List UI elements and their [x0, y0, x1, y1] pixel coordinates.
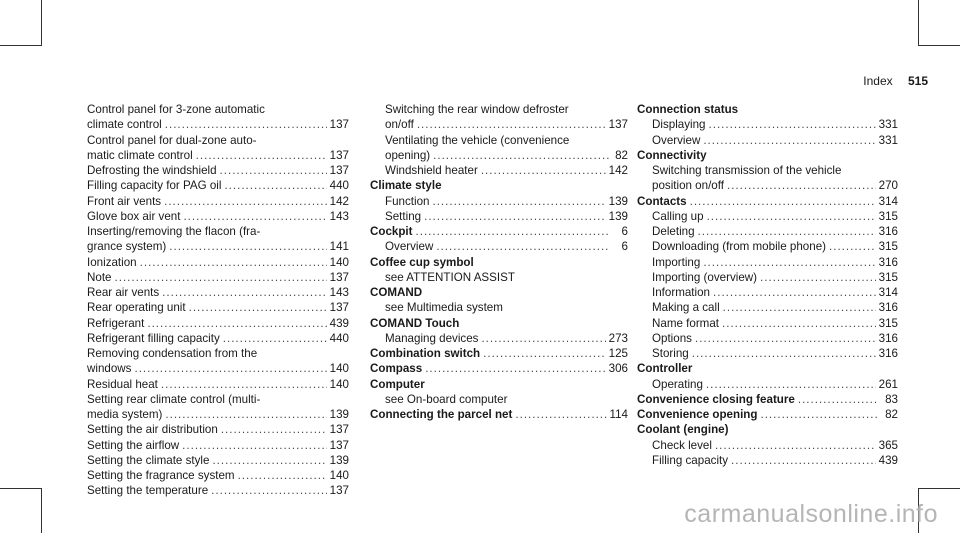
- index-entry: [87, 407, 349, 422]
- page-ref: 125: [608, 347, 628, 360]
- page-ref: 137: [329, 270, 349, 284]
- entry-text: Refrigerant: [87, 316, 145, 330]
- dot-leader: [690, 194, 876, 209]
- dot-leader: [182, 438, 327, 453]
- entry-text: matic climate control: [87, 148, 193, 162]
- dot-leader: [196, 148, 327, 163]
- dot-leader: [140, 255, 327, 270]
- entry-text: Front air vents: [87, 194, 162, 208]
- index-entry: [87, 453, 349, 468]
- page-ref: 143: [329, 286, 349, 299]
- dot-leader: [515, 407, 606, 422]
- page-ref: 139: [608, 209, 628, 223]
- entry-text: COMAND: [370, 286, 423, 299]
- dot-leader: [223, 331, 327, 346]
- entry-text: Cockpit: [370, 225, 413, 238]
- dot-leader: [722, 316, 876, 331]
- page-ref: 137: [329, 164, 349, 177]
- page-ref: 139: [608, 194, 628, 208]
- index-entry: [637, 331, 898, 346]
- page-ref: 137: [329, 423, 349, 437]
- page-ref: 143: [329, 209, 349, 223]
- entry-text: Rear operating unit: [87, 301, 186, 315]
- dot-leader: [731, 453, 876, 468]
- index-heading: [370, 407, 628, 422]
- dot-leader: [709, 117, 876, 132]
- dot-leader: [224, 178, 326, 193]
- page-ref: 440: [329, 179, 349, 193]
- page-ref: 114: [609, 408, 628, 421]
- index-entry: [87, 422, 349, 437]
- dot-leader: [416, 224, 609, 239]
- entry-text: Rear air vents: [87, 286, 160, 299]
- index-entry: [370, 117, 628, 132]
- index-entry: [637, 285, 898, 300]
- page-ref: 6: [621, 225, 628, 238]
- page-ref: 137: [329, 148, 349, 162]
- page-ref: 316: [878, 301, 898, 315]
- dot-leader: [698, 224, 876, 239]
- entry-text: opening): [385, 148, 431, 162]
- entry-text: Glove box air vent: [87, 209, 181, 223]
- entry-text: COMAND Touch: [370, 316, 460, 330]
- index-entry: [637, 453, 898, 468]
- entry-text: Options: [652, 331, 692, 345]
- dot-leader: [432, 194, 605, 209]
- page-ref: 315: [878, 316, 898, 330]
- index-entry: [87, 194, 349, 209]
- index-heading: [370, 255, 628, 270]
- index-entry: [87, 377, 349, 392]
- entry-text: Climate style: [370, 179, 442, 193]
- dot-leader: [692, 346, 876, 361]
- index-entry: [370, 163, 628, 178]
- entry-text: Residual heat: [87, 377, 158, 391]
- entry-text: Downloading (from mobile phone): [652, 240, 826, 254]
- index-entry: [637, 178, 898, 193]
- index-heading: [637, 148, 898, 163]
- entry-text: Setting the temperature: [87, 484, 209, 498]
- page-ref: 331: [878, 133, 898, 147]
- crop-mark: [41, 488, 42, 533]
- index-entry: [370, 148, 628, 163]
- page-ref: 137: [608, 118, 628, 132]
- dot-leader: [706, 377, 876, 392]
- index-heading: [637, 422, 898, 437]
- entry-text: Coolant (engine): [637, 423, 729, 437]
- entry-text: Removing condensation from the: [87, 347, 258, 360]
- index-entry: [87, 224, 349, 239]
- index-entry: [637, 438, 898, 453]
- index-entry: [370, 392, 628, 407]
- entry-text: Note: [87, 270, 112, 284]
- entry-text: Setting the fragrance system: [87, 469, 235, 482]
- index-entry: [87, 117, 349, 132]
- entry-text: Information: [652, 286, 710, 299]
- page-ref: 316: [878, 255, 898, 269]
- page-ref: 270: [878, 179, 898, 193]
- page-ref: 82: [885, 408, 898, 421]
- page-ref: 140: [329, 469, 349, 482]
- index-heading: [637, 392, 898, 407]
- entry-text: Ionization: [87, 255, 137, 269]
- index-column-2: [370, 102, 628, 422]
- entry-text: climate control: [87, 118, 162, 132]
- entry-text: Storing: [652, 347, 689, 360]
- page-ref: 316: [878, 347, 898, 360]
- dot-leader: [713, 285, 876, 300]
- index-heading: [637, 194, 898, 209]
- page-ref: 316: [878, 225, 898, 238]
- index-entry: [370, 133, 628, 148]
- page-ref: 261: [878, 377, 898, 391]
- index-entry: [637, 300, 898, 315]
- page-ref: 137: [329, 484, 349, 498]
- index-entry: [637, 224, 898, 239]
- index-entry: [637, 163, 898, 178]
- entry-text: Setting: [385, 209, 422, 223]
- page-ref: 140: [329, 362, 349, 376]
- index-entry: [87, 316, 349, 331]
- index-entry: [370, 209, 628, 224]
- entry-text: Name format: [652, 316, 720, 330]
- dot-leader: [417, 117, 606, 132]
- page-ref: 273: [608, 331, 628, 345]
- index-entry: [637, 209, 898, 224]
- entry-text: Switching transmission of the vehicle: [652, 164, 842, 177]
- page-ref: 137: [329, 118, 349, 132]
- page-ref: 439: [329, 316, 349, 330]
- page-ref: 331: [878, 118, 898, 132]
- index-entry: [370, 300, 628, 315]
- crop-mark: [0, 488, 41, 489]
- entry-text: Setting rear climate control (multi-: [87, 392, 261, 406]
- index-heading: [637, 102, 898, 117]
- entry-text: Switching the rear window defroster: [385, 103, 569, 116]
- entry-text: Compass: [370, 362, 423, 376]
- index-entry: [87, 102, 349, 117]
- index-heading: [370, 361, 628, 376]
- entry-text: Connecting the parcel net: [370, 408, 513, 421]
- page-ref: 315: [878, 240, 898, 254]
- watermark-text: carmanualsonline.info: [684, 500, 938, 528]
- dot-leader: [798, 392, 879, 407]
- entry-text: Windshield heater: [385, 164, 478, 177]
- page-ref: 140: [329, 255, 349, 269]
- index-entry: [87, 438, 349, 453]
- index-heading: [370, 346, 628, 361]
- index-entry: [87, 468, 349, 483]
- entry-text: Refrigerant filling capacity: [87, 331, 220, 345]
- dot-leader: [183, 209, 326, 224]
- entry-text: windows: [87, 362, 132, 376]
- dot-leader: [483, 346, 606, 361]
- index-heading: [370, 285, 628, 300]
- entry-text: Control panel for dual-zone auto-: [87, 133, 257, 147]
- index-entry: [87, 255, 349, 270]
- page-ref: 141: [329, 240, 349, 254]
- entry-text: Making a call: [652, 301, 720, 315]
- index-heading: [370, 377, 628, 392]
- index-entry: [637, 270, 898, 285]
- dot-leader: [147, 316, 326, 331]
- index-entry: [87, 483, 349, 498]
- page-header: [863, 74, 928, 88]
- page-ref: 137: [329, 301, 349, 315]
- index-entry: [370, 194, 628, 209]
- entry-text: Importing (overview): [652, 270, 758, 284]
- index-entry: [87, 392, 349, 407]
- dot-leader: [189, 300, 327, 315]
- dot-leader: [211, 483, 326, 498]
- entry-text: grance system): [87, 240, 167, 254]
- entry-text: Filling capacity for PAG oil: [87, 179, 222, 193]
- index-heading: [370, 224, 628, 239]
- page-ref: 139: [329, 408, 349, 421]
- entry-text: Connectivity: [637, 148, 707, 162]
- entry-text: Function: [385, 194, 430, 208]
- entry-text: Setting the airflow: [87, 438, 180, 452]
- index-entry: [370, 239, 628, 254]
- crop-mark: [41, 0, 42, 46]
- entry-text: Filling capacity: [652, 453, 729, 467]
- index-entry: [637, 346, 898, 361]
- dot-leader: [165, 407, 326, 422]
- dot-leader: [425, 361, 605, 376]
- entry-text: Setting the air distribution: [87, 423, 218, 437]
- dot-leader: [134, 361, 326, 376]
- entry-text: Deleting: [652, 225, 695, 238]
- page-ref: 315: [878, 209, 898, 223]
- page-ref: 440: [329, 331, 349, 345]
- page-ref: 140: [329, 377, 349, 391]
- dot-leader: [169, 239, 326, 254]
- entry-text: Setting the climate style: [87, 453, 210, 467]
- page-ref: 315: [878, 270, 898, 284]
- entry-text: Coffee cup symbol: [370, 255, 474, 269]
- entry-text: Convenience closing feature: [637, 392, 795, 406]
- entry-text: Contacts: [637, 194, 687, 208]
- page-number: 515: [907, 74, 928, 88]
- page-ref: 314: [878, 286, 898, 299]
- index-entry: [370, 331, 628, 346]
- entry-text: Connection status: [637, 103, 739, 116]
- index-heading: [637, 361, 898, 376]
- entry-text: Ventilating the vehicle (convenience: [385, 133, 570, 147]
- index-column-3: [637, 102, 898, 468]
- dot-leader: [760, 407, 879, 422]
- dot-leader: [162, 285, 326, 300]
- index-entry: [370, 270, 628, 285]
- dot-leader: [436, 239, 609, 254]
- index-entry: [637, 239, 898, 254]
- dot-leader: [481, 331, 605, 346]
- dot-leader: [161, 377, 327, 392]
- entry-text: Managing devices: [385, 331, 479, 345]
- entry-text: Overview: [385, 240, 434, 254]
- dot-leader: [481, 163, 606, 178]
- dot-leader: [165, 117, 327, 132]
- page-ref: 439: [878, 453, 898, 467]
- entry-text: see ATTENTION ASSIST: [385, 270, 515, 284]
- dot-leader: [715, 438, 876, 453]
- index-entry: [87, 239, 349, 254]
- index-entry: [87, 270, 349, 285]
- index-heading: [370, 178, 628, 193]
- index-heading: [370, 316, 628, 331]
- dot-leader: [829, 239, 876, 254]
- index-entry: [87, 209, 349, 224]
- dot-leader: [164, 194, 327, 209]
- dot-leader: [703, 133, 875, 148]
- index-entry: [87, 331, 349, 346]
- index-entry: [370, 102, 628, 117]
- entry-text: Operating: [652, 377, 703, 391]
- index-entry: [87, 285, 349, 300]
- page-ref: 314: [878, 194, 898, 208]
- index-entry: [637, 255, 898, 270]
- dot-leader: [115, 270, 327, 285]
- entry-text: Importing: [652, 255, 701, 269]
- entry-text: position on/off: [652, 179, 724, 193]
- dot-leader: [703, 255, 875, 270]
- entry-text: on/off: [385, 118, 414, 132]
- dot-leader: [760, 270, 876, 285]
- entry-text: see On-board computer: [385, 392, 508, 406]
- page-ref: 6: [621, 240, 628, 254]
- page-ref: 142: [608, 164, 628, 177]
- entry-text: Control panel for 3-zone automatic: [87, 103, 265, 116]
- page-ref: 82: [615, 148, 628, 162]
- entry-text: media system): [87, 408, 163, 421]
- dot-leader: [220, 163, 327, 178]
- crop-mark: [918, 0, 919, 46]
- entry-text: Defrosting the windshield: [87, 164, 217, 177]
- index-entry: [637, 316, 898, 331]
- dot-leader: [695, 331, 876, 346]
- page-ref: 137: [329, 438, 349, 452]
- index-entry: [87, 178, 349, 193]
- entry-text: Controller: [637, 362, 693, 376]
- index-entry: [637, 377, 898, 392]
- page-ref: 142: [329, 194, 349, 208]
- index-heading: [637, 407, 898, 422]
- index-entry: [87, 361, 349, 376]
- dot-leader: [707, 209, 876, 224]
- page-ref: 139: [329, 453, 349, 467]
- index-entry: [637, 133, 898, 148]
- index-entry: [87, 163, 349, 178]
- index-column-1: [87, 102, 349, 499]
- dot-leader: [238, 468, 327, 483]
- entry-text: Calling up: [652, 209, 704, 223]
- dot-leader: [212, 453, 326, 468]
- dot-leader: [723, 300, 876, 315]
- page-ref: 316: [878, 331, 898, 345]
- index-entry: [87, 346, 349, 361]
- entry-text: Inserting/removing the flacon (fra-: [87, 225, 261, 238]
- entry-text: Overview: [652, 133, 701, 147]
- dot-leader: [727, 178, 876, 193]
- entry-text: Convenience opening: [637, 408, 758, 421]
- dot-leader: [221, 422, 327, 437]
- entry-text: see Multimedia system: [385, 301, 503, 315]
- crop-mark: [918, 488, 960, 489]
- dot-leader: [433, 148, 609, 163]
- entry-text: Check level: [652, 438, 712, 452]
- page-ref: 306: [608, 362, 628, 376]
- index-entry: [87, 133, 349, 148]
- header-title: Index: [863, 74, 893, 88]
- entry-text: Displaying: [652, 118, 706, 132]
- entry-text: Computer: [370, 377, 425, 391]
- crop-mark: [0, 45, 41, 46]
- page-ref: 365: [878, 438, 898, 452]
- index-entry: [87, 300, 349, 315]
- entry-text: Combination switch: [370, 347, 481, 360]
- index-entry: [87, 148, 349, 163]
- page-ref: 83: [885, 392, 898, 406]
- index-entry: [637, 117, 898, 132]
- dot-leader: [424, 209, 606, 224]
- crop-mark: [918, 45, 960, 46]
